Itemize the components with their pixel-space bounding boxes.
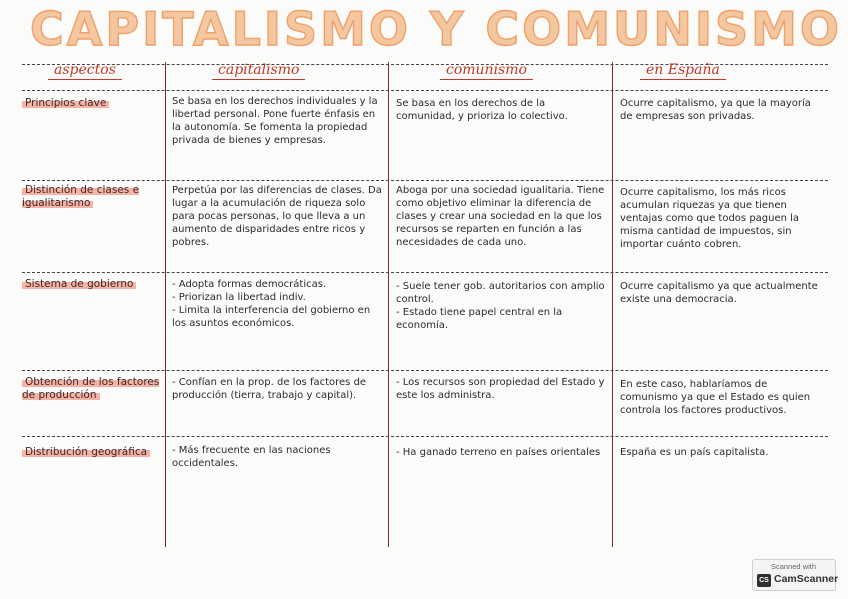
row-label-distribucion: Distribución geográfica <box>22 446 160 459</box>
row-label-clases: Distinción de clases e igualitarismo <box>22 184 140 209</box>
row-divider <box>22 370 828 371</box>
column-divider <box>388 62 389 547</box>
row-divider <box>22 90 828 91</box>
header-aspectos: aspectos <box>48 62 122 84</box>
camscanner-logo-icon: CS <box>757 574 771 587</box>
cell-comunismo-distribucion: - Ha ganado terreno en países orientales <box>396 447 601 458</box>
header-capitalismo: capitalismo <box>212 62 305 84</box>
row-divider <box>22 436 828 437</box>
cell-comunismo-clases: Aboga por una sociedad igualitaria. Tiene como objetivo eliminar la diferencia de clases y crear una sociedad en la que los recursos se reparten en función a las necesidades de cada uno. <box>396 185 605 248</box>
cell-capitalismo-distribucion: - Más frecuente en las naciones occidentales. <box>172 445 331 469</box>
cell-comunismo-principios: Se basa en los derechos de la comunidad, y prioriza lo colectivo. <box>396 98 568 122</box>
cell-comunismo-gobierno: - Suele tener gob. autoritarios con amplio control. - Estado tiene papel central en la economía. <box>396 281 605 331</box>
page-title: CAPITALISMO Y COMUNISMO <box>30 2 842 56</box>
cell-espana-principios: Ocurre capitalismo, ya que la mayoría de empresas son privadas. <box>620 98 811 122</box>
cell-espana-distribucion: España es un país capitalista. <box>620 447 769 458</box>
cell-capitalismo-gobierno: - Adopta formas democráticas. - Priorizan la libertad indiv. - Limita la interferencia del gobierno en los asuntos económicos. <box>172 279 371 329</box>
column-divider <box>612 62 613 547</box>
cell-espana-factores: En este caso, hablaríamos de comunismo ya que el Estado es quien controla los factores productivos. <box>620 379 811 416</box>
stamp-line1: Scanned with <box>771 562 817 571</box>
cell-espana-clases: Ocurre capitalismo, los más ricos acumulan riquezas ya que tienen ventajas como que todos paguen la misma cantidad de impuestos, sin importar cuánto cobren. <box>620 187 800 250</box>
row-label-factores: Obtención de los factores de producción <box>22 376 160 401</box>
cell-espana-gobierno: Ocurre capitalismo ya que actualmente existe una democracia. <box>620 281 818 305</box>
row-divider <box>22 272 828 273</box>
header-espana: en España <box>640 62 726 84</box>
row-divider <box>22 180 828 181</box>
row-label-principios: Principios clave <box>22 97 160 110</box>
row-label-gobierno: Sistema de gobierno <box>22 278 160 291</box>
cell-comunismo-factores: - Los recursos son propiedad del Estado y este los administra. <box>396 377 605 401</box>
column-divider <box>165 62 166 547</box>
header-comunismo: comunismo <box>440 62 533 84</box>
cell-capitalismo-clases: Perpetúa por las diferencias de clases. Da lugar a la acumulación de riqueza solo para pocas personas, lo que lleva a un aumento de disparidades entre ricos y pobres. <box>172 185 382 248</box>
cell-capitalismo-factores: - Confían en la prop. de los factores de producción (tierra, trabajo y capital). <box>172 377 367 401</box>
stamp-line2: CamScanner <box>774 573 839 585</box>
camscanner-watermark <box>752 559 839 591</box>
cell-capitalismo-principios: Se basa en los derechos individuales y la libertad personal. Pone fuerte énfasis en la autonomía. Se fomenta la propiedad privada de bienes y empresas. <box>172 96 378 146</box>
